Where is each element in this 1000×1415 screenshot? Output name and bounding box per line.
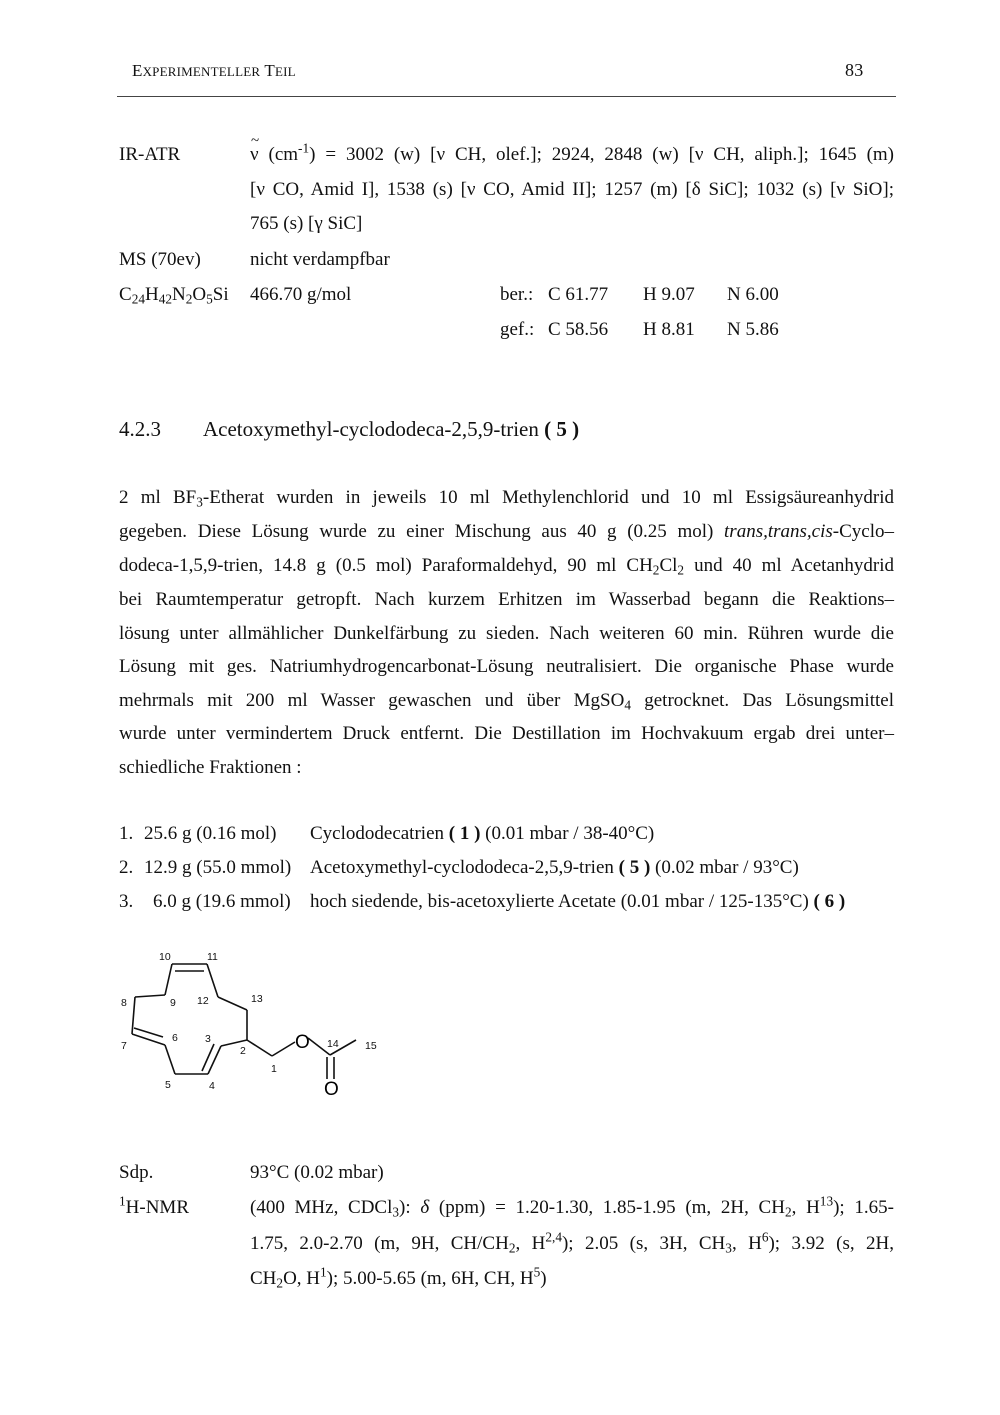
fraction-1-number: 1. [119, 823, 134, 844]
fraction-3-amount: 6.0 g (19.6 mmol) [153, 891, 291, 912]
atom-label: 7 [121, 1040, 127, 1052]
ir-line-3: 765 (s) [γ SiC] [250, 213, 363, 234]
atom-labels [121, 951, 377, 1092]
atom-label: 5 [165, 1079, 171, 1091]
atom-label: 8 [121, 997, 127, 1009]
nmr-line-1: (400 MHz, CDCl$_3$): δ (ppm) = 1.20-1.30, 1.85-1.95 (m, 2H, $CH_2$, $H^{13}$); 1.65- [250, 1193, 894, 1220]
atom-label: 6 [172, 1032, 178, 1044]
wavenumber-symbol: ~ ν [250, 144, 259, 166]
paragraph-line: bei Raumtemperatur getropft. Nach kurzem Erhitzen im Wasserbad begann die Reaktions– [119, 589, 894, 610]
paragraph-line: mehrmals mit 200 ml Wasser gewaschen und über MgSO$_4$ getrocknet. Das Lösungsmittel [119, 690, 894, 713]
atom-label: 3 [205, 1033, 211, 1045]
nmr-label: $^1$H-NMR [119, 1193, 189, 1218]
section-title: Acetoxymethyl-cyclododeca-2,5,9-trien [203, 417, 539, 441]
compound-number: 5 [556, 417, 567, 441]
ring-bonds [132, 964, 356, 1079]
section-heading: 4.2.3 Acetoxymethyl-cyclododeca-2,5,9-trien ( 5 ) [119, 417, 580, 441]
atom-label: 9 [170, 997, 176, 1009]
fraction-1-description: Cyclododecatrien ( 1 ) (0.01 mbar / 38-40°C) [310, 823, 655, 844]
molar-mass: 466.70 g/mol [250, 284, 352, 305]
calc-n: N 6.00 [727, 284, 779, 305]
atom-label: 10 [159, 951, 171, 963]
found-h: H 8.81 [643, 319, 695, 340]
atom-label: 15 [365, 1040, 377, 1052]
calc-label: ber.: [500, 284, 534, 305]
ir-line-2: [ν CO, Amid I], 1538 (s) [ν CO, Amid II]; 1257 (m) [δ SiC]; 1032 (s) [ν SiO]; [250, 179, 894, 200]
atom-label: 13 [251, 993, 263, 1005]
ir-line-1: ~ ν $(cm^{-1}) = 3002$ (w) [ν CH, olef.]; 2924, 2848 (w) [ν CH, aliph.]; 1645 (m) [250, 144, 894, 166]
bp-label: Sdp. [119, 1162, 154, 1183]
calc-c: C 61.77 [548, 284, 609, 305]
fraction-2-amount: 12.9 g (55.0 mmol) [144, 857, 292, 878]
nmr-line-3: $CH_2O$, $H^1$); 5.00-5.65 (m, 6H, CH, $H^5$) [250, 1264, 547, 1291]
paragraph-line: gegeben. Diese Lösung wurde zu einer Mischung aus 40 g (0.25 mol) trans,trans,cis-Cyclo– [119, 521, 894, 542]
carbonyl-oxygen: O [324, 1079, 339, 1100]
fraction-3-description: hoch siedende, bis-acetoxylierte Acetate (0.01 mbar / 125-135°C) ( 6 ) [310, 891, 846, 912]
paragraph-line: Lösung mit ges. Natriumhydrogencarbonat-Lösung neutralisiert. Die organische Phase wurde [119, 656, 894, 677]
fraction-3-number: 3. [119, 891, 134, 912]
ester-oxygen: O [295, 1032, 310, 1053]
atom-label: 14 [327, 1038, 339, 1050]
ms-label: MS (70ev) [119, 249, 201, 270]
atom-label: 2 [240, 1045, 246, 1057]
paragraph-line: wurde unter vermindertem Druck entfernt. Die Destillation im Hochvakuum ergab drei unter– [119, 723, 894, 744]
atom-label: 4 [209, 1080, 215, 1092]
fraction-2-number: 2. [119, 857, 134, 878]
page-number: 83 [845, 60, 864, 80]
paragraph-line: lösung unter allmählicher Dunkelfärbung zu sieden. Nach weiteren 60 min. Rühren wurde die [119, 623, 894, 644]
ir-label: IR-ATR [119, 144, 181, 165]
paragraph-line: 2 ml $BF_3$-Etherat wurden in jeweils 10 ml Methylenchlorid und 10 ml Essigsäureanhydrid [119, 487, 894, 510]
paragraph-line: dodeca-1,5,9-trien, 14.8 g (0.5 mol) Paraformaldehyd, 90 ml $CH_2Cl_2$ und 40 ml Acetanhydrid [119, 555, 894, 578]
ms-value: nicht verdampfbar [250, 249, 390, 270]
found-label: gef.: [500, 319, 535, 340]
found-n: N 5.86 [727, 319, 779, 340]
section-number: 4.2.3 [119, 417, 161, 441]
atom-label: 11 [207, 951, 218, 963]
bp-value: 93°C (0.02 mbar) [250, 1162, 384, 1183]
atom-label: 1 [271, 1063, 277, 1075]
running-header: EXPERIMENTELLER TEIL [132, 61, 296, 80]
molecular-formula: $C_{24}H_{42}N_2O_5Si$ [119, 284, 229, 307]
found-c: C 58.56 [548, 319, 609, 340]
fraction-2-description: Acetoxymethyl-cyclododeca-2,5,9-trien ( 5 ) (0.02 mbar / 93°C) [310, 857, 799, 878]
fraction-1-amount: 25.6 g (0.16 mol) [144, 823, 277, 844]
paragraph-line: schiedliche Fraktionen : [119, 757, 302, 778]
calc-h: H 9.07 [643, 284, 695, 305]
nmr-line-2: 1.75, 2.0-2.70 (m, 9H, $CH/CH_2$, H$^{2,4}$); 2.05 (s, 3H, $CH_3$, $H^6$); 3.92 (s, 2H, [250, 1229, 894, 1256]
atom-label: 12 [197, 995, 209, 1007]
